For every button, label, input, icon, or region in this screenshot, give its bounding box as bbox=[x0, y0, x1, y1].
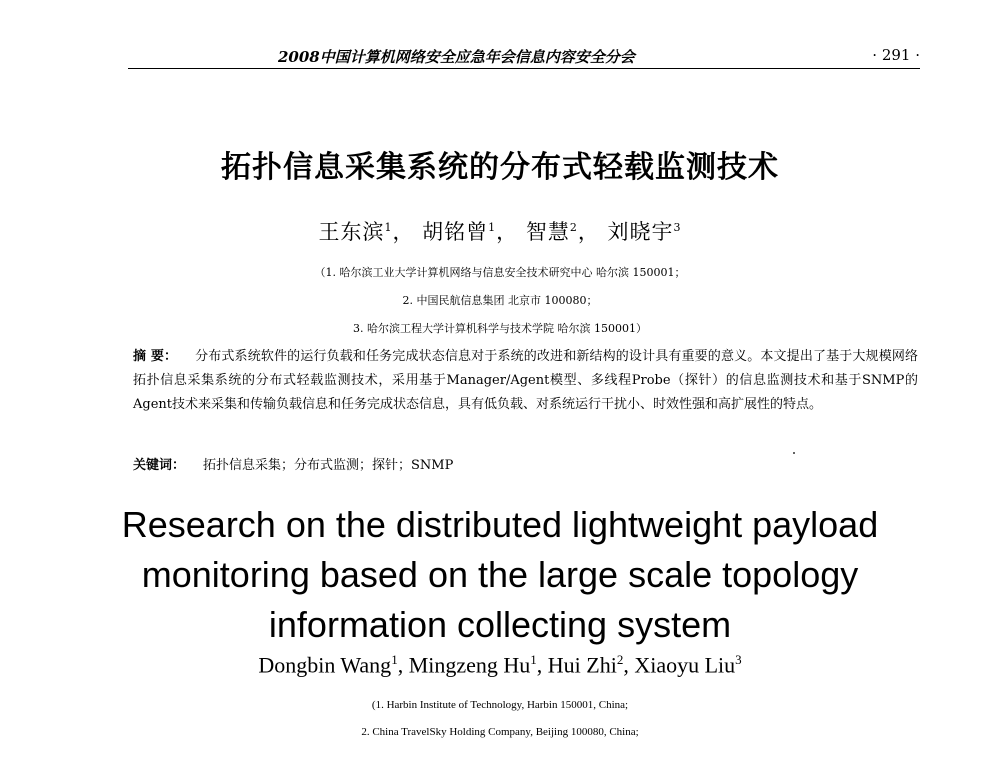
author-name: 刘晓宇 bbox=[607, 220, 674, 244]
author-name: Dongbin Wang bbox=[258, 652, 392, 678]
author-name: Hui Zhi bbox=[547, 652, 617, 678]
header-title: 2008中国计算机网络安全应急年会信息内容安全分会 bbox=[278, 48, 635, 66]
author-affiliation-mark: 1 bbox=[391, 652, 398, 667]
affiliation-line: 2. 中国民航信息集团 北京市 100080； bbox=[402, 294, 598, 307]
author-affiliation-mark: 3 bbox=[735, 652, 742, 667]
author-affiliation-mark: 2 bbox=[569, 221, 578, 234]
author-affiliation-mark: 1 bbox=[530, 652, 537, 667]
english-affiliation-line: 2. China TravelSky Holding Company, Beijing 100080, China; bbox=[361, 726, 639, 738]
affiliation-line: 3. 哈尔滨工程大学计算机科学与技术学院 哈尔滨 150001） bbox=[353, 322, 647, 335]
author-name: Mingzeng Hu bbox=[408, 652, 531, 678]
chinese-title: 拓扑信息采集系统的分布式轻载监测技术 bbox=[221, 150, 779, 185]
english-authors: Dongbin Wang$^1$, Mingzeng Hu$^1$, Hui Zhi$^2$, Xiaoyu Liu$^3$ bbox=[258, 652, 742, 678]
english-affiliation-line: (1. Harbin Institute of Technology, Harbin 150001, China; bbox=[371, 699, 629, 711]
author-name: Xiaoyu Liu bbox=[634, 652, 736, 678]
english-title-line: Research on the distributed lightweight payload bbox=[121, 504, 879, 545]
running-header bbox=[128, 46, 920, 68]
abstract-text: 分布式系统软件的运行负载和任务完成状态信息对于系统的改进和新结构的设计具有重要的意义。本文提出了基于大规模网络拓扑信息采集系统的分布式轻载监测技术，采用基于Manager/Agent模型、多线程Probe（探针）的信息监测技术和基于SNMP的Agent技术来采集和传输负载信息和任务完成状态信息，具有低负载、对系统运行干扰小、时效性强和高扩展性的特点。 bbox=[133, 349, 918, 412]
author-name: 智慧 bbox=[525, 220, 570, 244]
affiliation-line: （1. 哈尔滨工业大学计算机网络与信息安全技术研究中心 哈尔滨 150001； bbox=[314, 266, 686, 279]
keywords bbox=[133, 454, 918, 473]
header-rule bbox=[128, 68, 920, 69]
abstract-label: 摘 要： bbox=[133, 349, 178, 364]
author-name: 王东滨 bbox=[318, 220, 385, 244]
english-title-line: information collecting system bbox=[268, 604, 732, 645]
english-title bbox=[40, 500, 960, 650]
keywords-text: 拓扑信息采集；分布式监测；探针；SNMP bbox=[203, 458, 454, 473]
author-affiliation-mark: 1 bbox=[488, 221, 497, 234]
abstract bbox=[133, 345, 918, 417]
english-title-line: monitoring based on the large scale topology bbox=[141, 554, 859, 595]
author-affiliation-mark: 3 bbox=[673, 221, 682, 234]
author-name: 胡铭曾 bbox=[422, 220, 489, 244]
author-affiliation-mark: 1 bbox=[384, 221, 393, 234]
page-number: · 291 · bbox=[872, 46, 920, 64]
author-affiliation-mark: 2 bbox=[616, 652, 624, 667]
chinese-authors: 王东滨$^1$， 胡铭曾$^1$， 智慧$^2$， 刘晓宇$^3$ bbox=[318, 220, 682, 244]
keywords-label: 关键词： bbox=[133, 458, 186, 473]
